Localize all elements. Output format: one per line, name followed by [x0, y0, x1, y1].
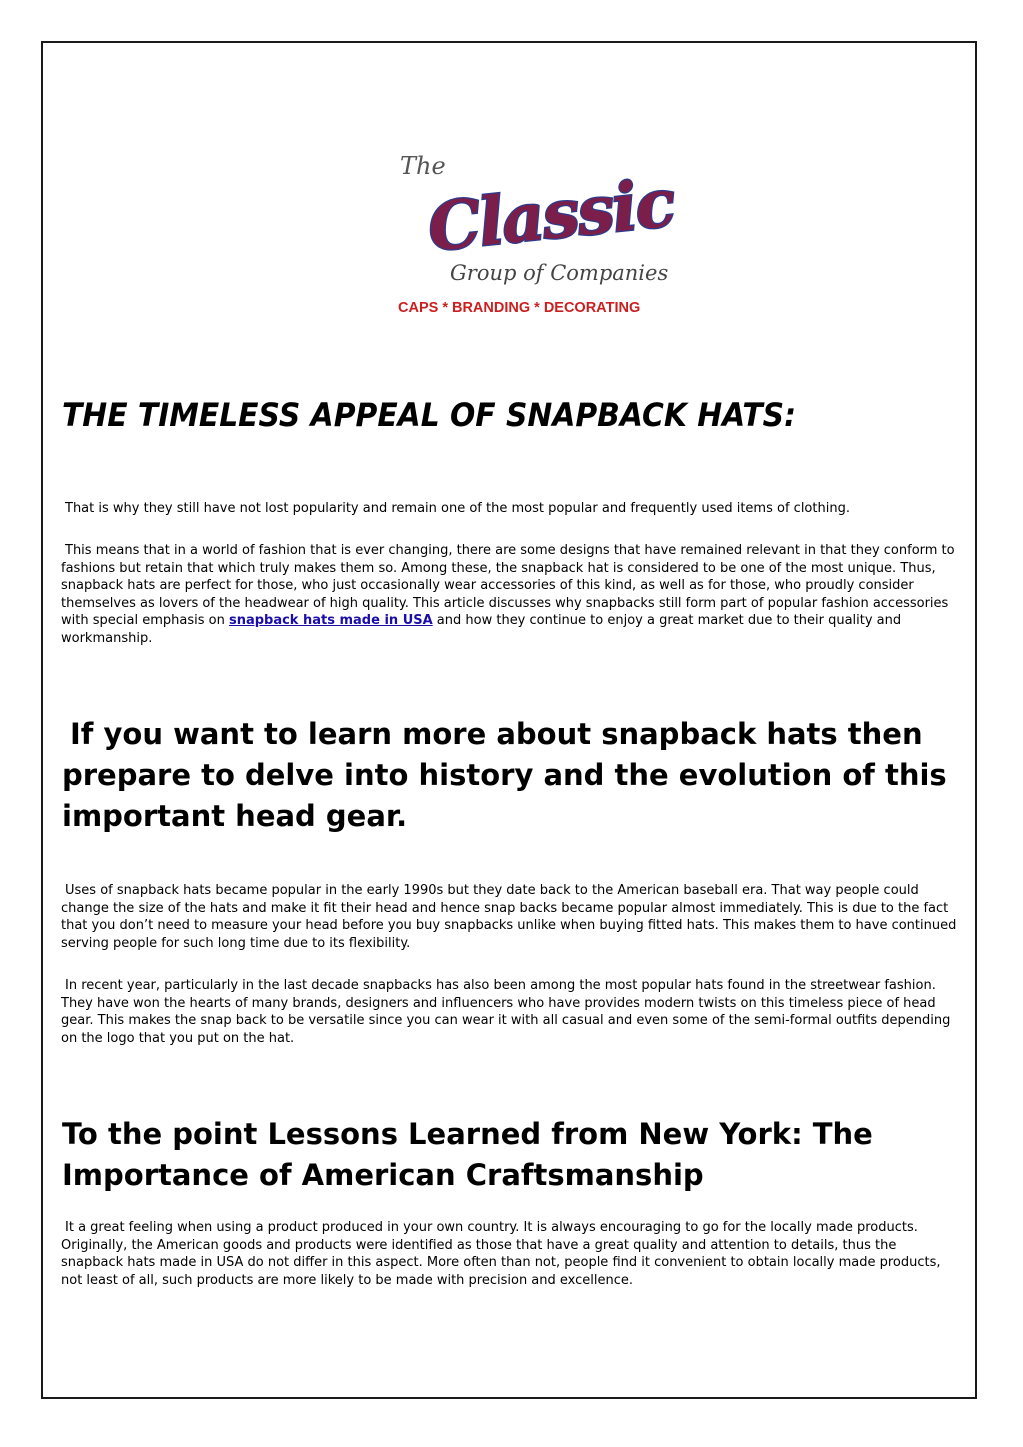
page-title: THE TIMELESS APPEAL OF SNAPBACK HATS: [62, 396, 796, 434]
paragraph-4-text: In recent year, particularly in the last decade snapbacks has also been among the most popular hats found in the streetwear fashion. They have won the hearts of many brands, designers and influencers who have provides modern twists on this timeless piece of head gear. This makes the snap back to be versatile since you can wear it with all casual and even some of the semi-formal outfits depending on the logo that you put on the hat. [61, 978, 951, 1046]
paragraph-5 [61, 1219, 961, 1289]
paragraph-1 [61, 500, 961, 518]
snapback-hats-usa-link[interactable]: snapback hats made in USA [228, 613, 433, 628]
logo-classic-text: Classic [424, 163, 678, 267]
paragraph-2-text-after: and how they continue to enjoy a great market due to their quality and workmanship. [61, 613, 902, 646]
section-heading-history [62, 714, 967, 837]
paragraph-2 [61, 542, 961, 647]
paragraph-1-text: That is why they still have not lost popularity and remain one of the most popular and frequently used items of clothing. [65, 501, 850, 516]
paragraph-3-text: Uses of snapback hats became popular in the early 1990s but they date back to the American baseball era. That way people could change the size of the hats and make it fit their head and hence snap backs became popular almost immediately. This is due to the fact that you don’t need to measure your head before you buy snapbacks unlike when buying fitted hats. This makes them to have continued serving people for such long time due to its flexibility. [61, 883, 957, 951]
paragraph-2-text-before: This means that in a world of fashion that is ever changing, there are some designs that have remained relevant in that they conform to fashions but retain that which truly makes them so. Among these, the snapback hat is considered to be one of the most unique. Thus, snapback hats are perfect for those, who just occasionally wear accessories of this kind, as well as for those, who proudly consider themselves as lovers of the headwear of high quality. This article discusses why snapbacks still form part of popular fashion accessories with special emphasis on [61, 543, 955, 628]
logo-group-text: Group of Companies [450, 261, 669, 285]
paragraph-4 [61, 977, 961, 1047]
company-logo [392, 148, 682, 320]
logo-the-text: The [400, 152, 446, 180]
paragraph-5-text: It a great feeling when using a product produced in your own country. It is always encouraging to go for the locally made products. Originally, the American goods and products were identified as those that have a great quality and attention to details, thus the snapback hats made in USA do not differ in this aspect. More often than not, people find it convenient to obtain locally made products, not least of all, such products are more likely to be made with precision and excellence. [61, 1220, 941, 1288]
paragraph-3 [61, 882, 961, 952]
logo-tagline: CAPS * BRANDING * DECORATING [398, 300, 641, 316]
section-heading-craftsmanship: To the point Lessons Learned from New York: The Importance of American Craftsmanship [62, 1117, 873, 1192]
section-heading-history-text: If you want to learn more about snapback hats then prepare to delve into history and the evolution of this important head gear. [62, 717, 947, 833]
